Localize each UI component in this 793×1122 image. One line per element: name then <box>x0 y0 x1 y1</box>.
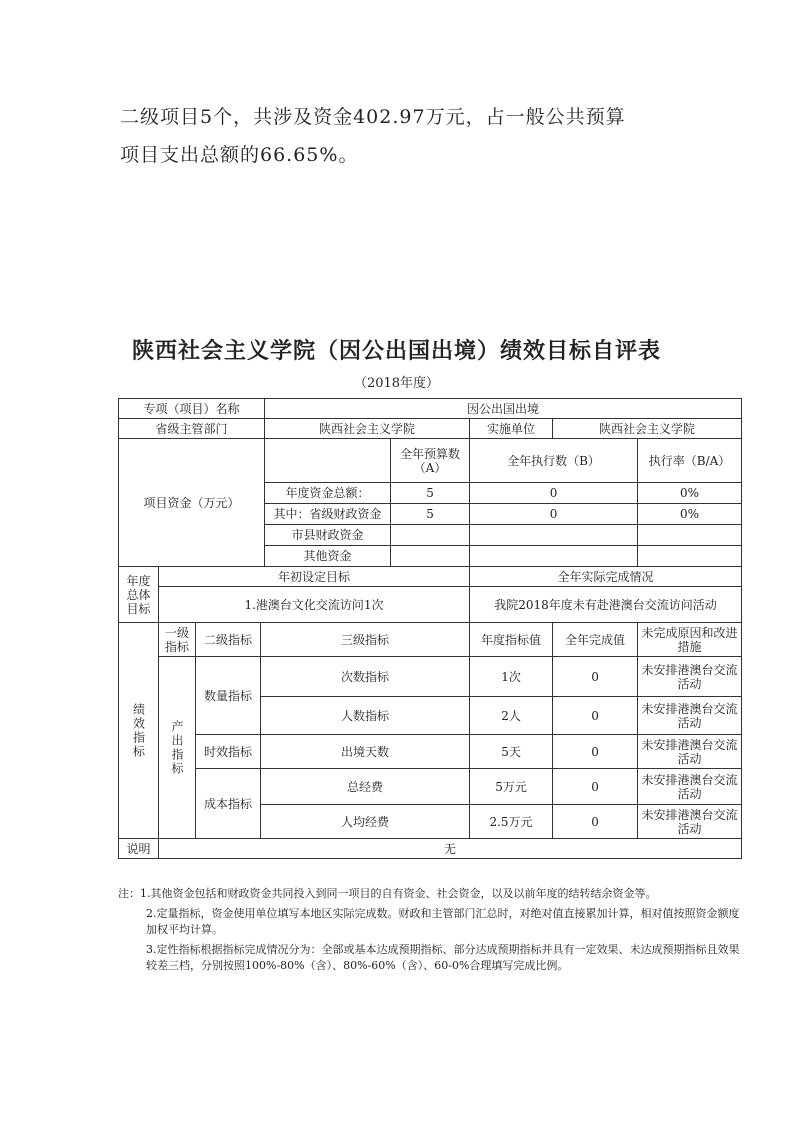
funds-other-exec <box>470 546 638 567</box>
indicator-value: 2.5万元 <box>470 805 553 839</box>
target-value: 1.港澳台文化交流访问1次 <box>159 587 470 623</box>
empty-cell <box>265 439 391 483</box>
table-row <box>119 735 742 769</box>
form-title: 陕西社会主义学院（因公出国出境）绩效目标自评表 <box>131 339 661 364</box>
annual-done-header: 全年完成值 <box>553 623 638 657</box>
funds-other-budget <box>391 546 470 567</box>
intro-line-2: 项目支出总额的66.65%。 <box>120 144 359 166</box>
footnote-1: 注：1.其他资金包括和财政资金共同投入到同一项目的自有资金、社会资金，以及以前年度的结转结余资金等。 <box>118 887 657 900</box>
level2-header: 二级指标 <box>196 623 261 657</box>
impl-unit-label: 实施单位 <box>470 419 553 439</box>
project-name-value: 因公出国出境 <box>265 399 742 419</box>
indicator-reason: 未安排港澳台交流活动 <box>638 697 742 735</box>
table-row <box>119 419 742 439</box>
annual-value-header: 年度指标值 <box>470 623 553 657</box>
funds-total-label: 年度资金总额： <box>265 483 391 504</box>
funds-total-budget: 5 <box>391 483 470 504</box>
table-row <box>119 399 742 419</box>
cost-indicator-label: 成本指标 <box>196 769 261 839</box>
table-row <box>119 567 742 587</box>
dept-value: 陕西社会主义学院 <box>265 419 470 439</box>
footnotes <box>118 886 748 978</box>
funds-total-exec: 0 <box>470 483 638 504</box>
impl-unit-value: 陕西社会主义学院 <box>553 419 742 439</box>
funds-provincial-label: 其中：省级财政资金 <box>265 504 391 525</box>
col-rate-header: 执行率（B/A） <box>638 439 742 483</box>
perf-indicator-label: 绩效指标 <box>119 623 159 839</box>
overall-target-label: 年度总体目标 <box>119 567 159 623</box>
actual-header: 全年实际完成情况 <box>470 567 742 587</box>
funds-total-rate: 0% <box>638 483 742 504</box>
funds-provincial-budget: 5 <box>391 504 470 525</box>
intro-paragraph <box>120 98 680 174</box>
intro-line-1: 二级项目5个，共涉及资金402.97万元，占一般公共预算 <box>120 106 626 128</box>
table-row <box>119 623 742 657</box>
funds-county-exec <box>470 525 638 546</box>
indicator-name: 次数指标 <box>261 657 470 697</box>
form-subtitle: （2018年度） <box>353 376 440 391</box>
indicator-done: 0 <box>553 769 638 805</box>
indicator-reason: 未安排港澳台交流活动 <box>638 805 742 839</box>
indicator-value: 5天 <box>470 735 553 769</box>
table-row <box>119 657 742 697</box>
col-budget-header: 全年预算数（A） <box>391 439 470 483</box>
funds-provincial-rate: 0% <box>638 504 742 525</box>
indicator-name: 人均经费 <box>261 805 470 839</box>
indicator-done: 0 <box>553 697 638 735</box>
table-row <box>119 839 742 859</box>
reason-header: 未完成原因和改进措施 <box>638 623 742 657</box>
table-row <box>119 439 742 483</box>
funds-provincial-exec: 0 <box>470 504 638 525</box>
col-exec-header: 全年执行数（B） <box>470 439 638 483</box>
actual-value: 我院2018年度未有赴港澳台交流访问活动 <box>470 587 742 623</box>
indicator-value: 5万元 <box>470 769 553 805</box>
indicator-reason: 未安排港澳台交流活动 <box>638 657 742 697</box>
level1-header: 一级指标 <box>159 623 196 657</box>
level3-header: 三级指标 <box>261 623 470 657</box>
footnote-2: 2.定量指标，资金使用单位填写本地区实际完成数。财政和主管部门汇总时，对绝对值直接累加计算，相对值按照资金额度加权平均计算。 <box>146 907 740 936</box>
note-value: 无 <box>159 839 742 859</box>
indicator-name: 人数指标 <box>261 697 470 735</box>
dept-label: 省级主管部门 <box>119 419 265 439</box>
target-header: 年初设定目标 <box>159 567 470 587</box>
funds-county-label: 市县财政资金 <box>265 525 391 546</box>
note-label: 说明 <box>119 839 159 859</box>
funds-label: 项目资金（万元） <box>119 439 265 567</box>
time-indicator-label: 时效指标 <box>196 735 261 769</box>
project-name-label: 专项（项目）名称 <box>119 399 265 419</box>
indicator-value: 2人 <box>470 697 553 735</box>
table-row <box>119 769 742 805</box>
evaluation-table <box>118 398 742 859</box>
indicator-done: 0 <box>553 657 638 697</box>
funds-other-rate <box>638 546 742 567</box>
funds-other-label: 其他资金 <box>265 546 391 567</box>
funds-county-rate <box>638 525 742 546</box>
output-indicator-label: 产出指标 <box>159 657 196 839</box>
indicator-reason: 未安排港澳台交流活动 <box>638 769 742 805</box>
table-row <box>119 587 742 623</box>
indicator-done: 0 <box>553 805 638 839</box>
footnote-3: 3.定性指标根据指标完成情况分为：全部或基本达成预期指标、部分达成预期指标并具有一定效果、未达成预期指标且效果较差三档，分别按照100%-80%（含）、80%-60%（含）、60-0%合理填写完成比例。 <box>146 943 740 972</box>
indicator-name: 总经费 <box>261 769 470 805</box>
indicator-reason: 未安排港澳台交流活动 <box>638 735 742 769</box>
funds-county-budget <box>391 525 470 546</box>
indicator-name: 出境天数 <box>261 735 470 769</box>
indicator-value: 1次 <box>470 657 553 697</box>
quantity-indicator-label: 数量指标 <box>196 657 261 735</box>
indicator-done: 0 <box>553 735 638 769</box>
